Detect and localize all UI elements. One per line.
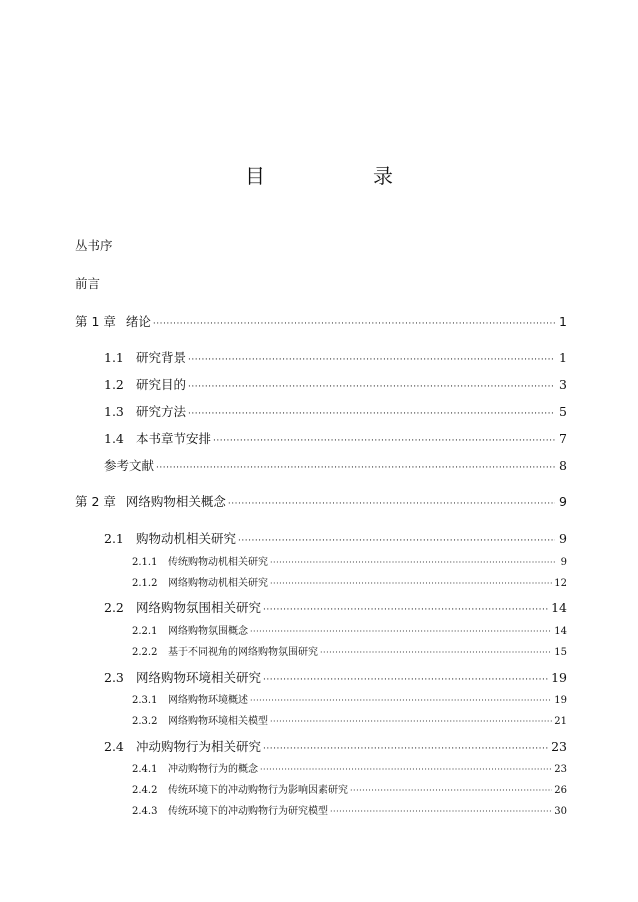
toc-subsection-entry[interactable] <box>132 622 567 637</box>
dot-leader <box>228 499 555 509</box>
toc-subsection-entry[interactable] <box>132 712 567 727</box>
toc-page: 26 <box>554 785 567 796</box>
toc-section-entry[interactable] <box>104 737 567 755</box>
dot-leader <box>188 355 555 365</box>
toc-number: 第 2 章 <box>75 494 116 509</box>
toc-subsection-entry[interactable] <box>132 574 567 589</box>
toc-title: 冲动购物行为的概念 <box>168 764 258 775</box>
dot-leader <box>263 675 549 685</box>
toc-title: 传统环境下的冲动购物行为研究模型 <box>168 806 328 817</box>
toc-references-entry[interactable] <box>104 456 567 474</box>
toc-page: 5 <box>559 404 567 419</box>
toc-title: 本书章节安排 <box>136 431 212 446</box>
toc-front-label: 丛书序 <box>75 238 113 253</box>
toc-number: 2.1.1 <box>132 557 158 568</box>
toc-page: 9 <box>559 494 567 509</box>
toc-title: 网络购物相关概念 <box>125 494 226 509</box>
toc-subsection-entry[interactable] <box>132 553 567 568</box>
toc-page: 30 <box>554 806 567 817</box>
toc-section-entry[interactable] <box>104 375 567 393</box>
toc-section-entry[interactable] <box>104 598 567 616</box>
toc-title: 网络购物氛围相关研究 <box>136 600 262 615</box>
toc-page: 14 <box>551 600 567 615</box>
toc-title: 网络购物环境相关模型 <box>168 716 268 727</box>
dot-leader <box>188 409 555 419</box>
toc-title: 研究目的 <box>136 377 187 392</box>
toc-section-entry[interactable] <box>104 348 567 366</box>
toc-front-item[interactable] <box>75 274 100 292</box>
toc-subsection-entry[interactable] <box>132 781 567 796</box>
dot-leader <box>260 765 552 774</box>
dot-leader <box>350 786 552 795</box>
toc-title: 网络购物动机相关研究 <box>168 578 268 589</box>
toc-subsection-entry[interactable] <box>132 643 567 658</box>
dot-leader <box>270 717 552 726</box>
dot-leader <box>270 558 555 567</box>
toc-page: 3 <box>559 377 567 392</box>
toc-page: 19 <box>554 695 567 706</box>
toc-number: 2.4.3 <box>132 806 158 817</box>
toc-subsection-entry[interactable] <box>132 760 567 775</box>
toc-section-entry[interactable] <box>104 402 567 420</box>
dot-leader <box>250 696 552 705</box>
toc-number: 2.4.1 <box>132 764 158 775</box>
dot-leader <box>213 436 555 446</box>
toc-number: 1.4 <box>104 431 124 446</box>
dot-leader <box>330 807 552 816</box>
dot-leader <box>263 605 549 615</box>
toc-title: 绪论 <box>125 314 151 329</box>
toc-section-entry[interactable] <box>104 668 567 686</box>
toc-subsection-entry[interactable] <box>132 802 567 817</box>
toc-subsection-entry[interactable] <box>132 691 567 706</box>
page-title: 目 录 <box>245 164 437 188</box>
toc-page: 23 <box>551 739 567 754</box>
toc-title: 网络购物环境概述 <box>168 695 248 706</box>
toc-title: 参考文献 <box>104 458 155 473</box>
toc-title: 冲动购物行为相关研究 <box>136 739 262 754</box>
dot-leader <box>156 463 555 473</box>
toc-title: 传统购物动机相关研究 <box>168 557 268 568</box>
toc-title: 基于不同视角的网络购物氛围研究 <box>168 647 318 658</box>
toc-chapter-entry[interactable] <box>75 492 567 510</box>
toc-number: 2.4.2 <box>132 785 158 796</box>
toc-title: 网络购物氛围概念 <box>168 626 248 637</box>
toc-number: 2.2 <box>104 600 124 615</box>
toc-page: 21 <box>554 716 567 727</box>
toc-page: 23 <box>554 764 567 775</box>
toc-title: 研究背景 <box>136 350 187 365</box>
dot-leader <box>188 382 555 392</box>
toc-number: 2.3.2 <box>132 716 158 727</box>
toc-page: 14 <box>554 626 567 637</box>
dot-leader <box>250 627 552 636</box>
toc-page: 1 <box>559 350 567 365</box>
toc-page: 12 <box>554 578 567 589</box>
dot-leader <box>238 536 555 546</box>
toc-number: 2.4 <box>104 739 124 754</box>
toc-title: 传统环境下的冲动购物行为影响因素研究 <box>168 785 348 796</box>
toc-page: 8 <box>559 458 567 473</box>
toc-section-entry[interactable] <box>104 529 567 547</box>
toc-number: 2.3.1 <box>132 695 158 706</box>
toc-page: 9 <box>560 557 567 568</box>
toc-front-label: 前言 <box>75 276 101 291</box>
toc-number: 第 1 章 <box>75 314 116 329</box>
toc-title: 研究方法 <box>136 404 187 419</box>
toc-number: 2.2.2 <box>132 647 158 658</box>
toc-number: 1.1 <box>104 350 124 365</box>
toc-page: 15 <box>554 647 567 658</box>
toc-number: 2.1 <box>104 531 124 546</box>
toc-page: 7 <box>559 431 567 446</box>
toc-number: 2.1.2 <box>132 578 158 589</box>
toc-page: 9 <box>559 531 567 546</box>
toc-section-entry[interactable] <box>104 429 567 447</box>
toc-title: 网络购物环境相关研究 <box>136 670 262 685</box>
toc-page: 19 <box>551 670 567 685</box>
dot-leader <box>270 579 552 588</box>
toc-chapter-entry[interactable] <box>75 312 567 330</box>
dot-leader <box>263 744 549 754</box>
toc-page: 1 <box>559 314 567 329</box>
toc-number: 1.2 <box>104 377 124 392</box>
toc-number: 2.2.1 <box>132 626 158 637</box>
toc-front-item[interactable] <box>75 236 113 254</box>
toc-number: 2.3 <box>104 670 124 685</box>
dot-leader <box>153 319 555 329</box>
toc-number: 1.3 <box>104 404 124 419</box>
dot-leader <box>320 648 552 657</box>
toc-title: 购物动机相关研究 <box>136 531 237 546</box>
